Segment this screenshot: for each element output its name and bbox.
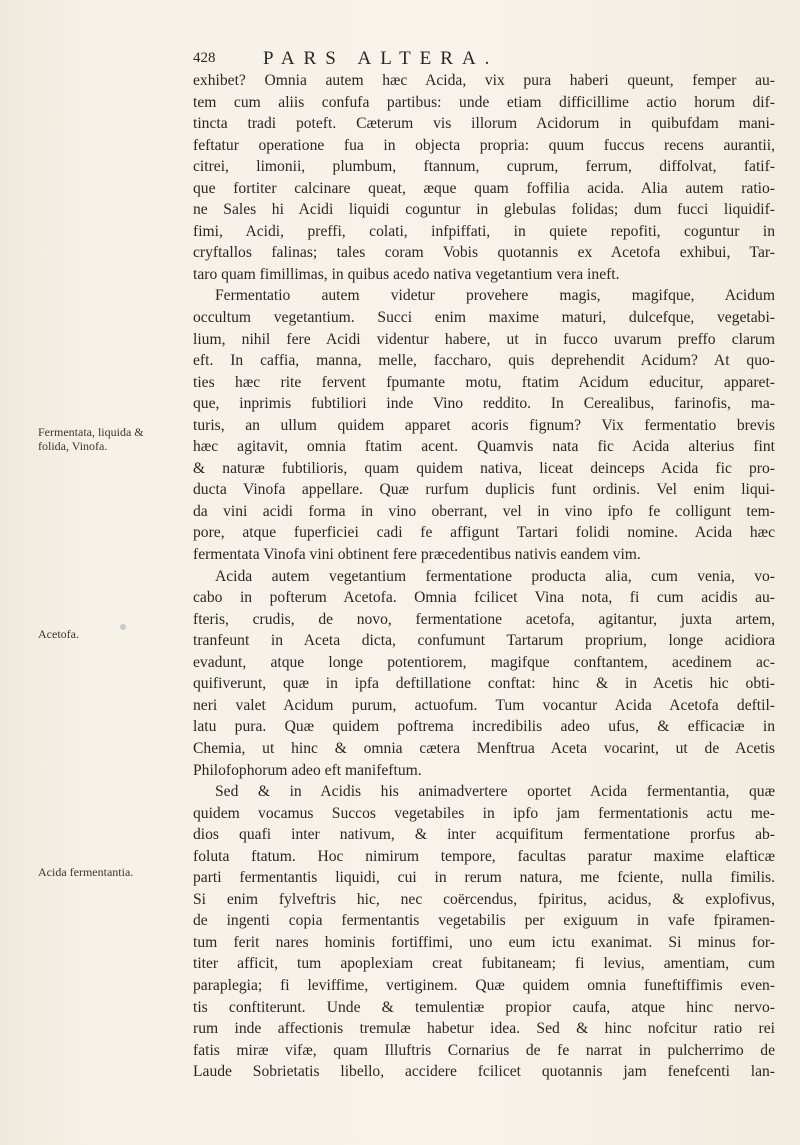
text-line: exhibet? Omnia autem hæc Acida, vix pura haberi queunt, femper au- [193, 72, 775, 89]
text-line: & naturæ fubtilioris, quam quidem nativa, liceat deinceps Acida fic pro- [193, 459, 775, 477]
text-line: de ingenti copia fermentantis vegetabilis per exiguum in vafe fpiramen- [193, 912, 775, 930]
text-line: cryftallos falinas; tales coram Vobis quotannis ex Acetofa exhibui, Tar- [193, 244, 775, 262]
text-line: turis, an ullum quidem apparet acoris fignum? Vix fermentatio brevis [193, 416, 775, 434]
text-line: ne Sales hi Acidi liquidi coguntur in glebulas folidas; dum fucci liquidif- [193, 201, 775, 219]
text-line: fermentata Vinofa vini obtinent fere præcedentibus nativis eandem vim. [193, 546, 641, 564]
text-line: Philofophorum adeo eft manifeftum. [193, 761, 422, 779]
text-line: occultum vegetantium. Succi enim maxime maturi, dulcefque, vegetabi- [193, 309, 775, 327]
text-line: Fermentatio autem videtur provehere magis, magifque, Acidum [215, 287, 775, 305]
text-line: paraplegia; fi leviffime, vertiginem. Quæ quidem omnia funeftiffimis even- [193, 976, 775, 994]
paragraph-1 [193, 70, 775, 285]
text-line: citrei, limonii, plumbum, ftannum, cuprum, ferrum, diffolvat, fatif- [193, 158, 775, 176]
text-line: tem cum aliis confufa partibus: unde etiam difficillime actio horum dif- [193, 93, 775, 111]
text-line: fatis miræ vifæ, quam Illuftris Cornarius de fe narrat in pulcherrimo de [193, 1041, 775, 1059]
text-line: feftatur operatione fua in objecta propria: quum fuccus recens aurantii, [193, 136, 775, 154]
text-line: titer afficit, tum apoplexiam creat fubitaneam; fi levius, amentiam, cum [193, 955, 775, 973]
text-line: taro quam fimillimas, in quibus acedo nativa vegetantium vera ineft. [193, 265, 620, 283]
text-line: da vini acidi forma in vino oberrant, vel in vino ipfo fe colligunt tem- [193, 502, 775, 520]
margin-note-acida-fermentantia: Acida fermentantia. [38, 865, 134, 879]
text-line: que fortiter calcinare queat, æque quam foffilia acida. Alia autem ratio- [193, 179, 775, 197]
text-line: Acida autem vegetantium fermentatione producta alia, cum venia, vo- [215, 567, 775, 585]
text-line: tis conftiterunt. Unde & temulentiæ propior caufa, atque hinc nervo- [193, 998, 775, 1016]
text-line: lium, nihil fere Acidi videntur habere, ut in fucco uvarum preffo clarum [193, 330, 775, 348]
text-line: Chemia, ut hinc & omnia cætera Menftrua Aceta vocarint, ut de Acetis [193, 739, 775, 757]
text-line: ducta Vinofa appellare. Quæ rurfum duplicis funt ordinis. Vel enim liqui- [193, 481, 775, 499]
text-line: pore, atque fuperficiei cadi fe affigunt Tartari folidi nomine. Acida hæc [193, 524, 775, 542]
text-line: fteris, crudis, de novo, fermentatione acetofa, agitantur, juxta artem, [193, 610, 775, 628]
text-line: quifiverunt, quæ in ipfa deftillatione conftat: hinc & in Acetis hic obti- [193, 675, 775, 693]
text-line: cabo in pofterum Acetofa. Omnia fcilicet Vina nota, fi cum acidis au- [193, 589, 775, 607]
text-line: quidem vocamus Succos vegetabiles in ipfo jam fermentationis actu me- [193, 804, 775, 822]
text-line: latu pura. Quæ quidem poftrema incredibilis adeo ufus, & efficaciæ in [193, 718, 775, 736]
text-line: tum ferit nares hominis fortiffimi, uno eum ictu exanimat. Si minus for- [193, 933, 775, 951]
text-line: que, inprimis fubtiliori inde Vino reddito. In Cerealibus, farinofis, ma- [193, 395, 775, 413]
text-line: eft. In caffia, manna, melle, faccharo, quis deprehendit Acidum? At quo- [193, 352, 775, 370]
text-line: Si enim fylveftris hic, nec coërcendus, fpiritus, acidus, & explofivus, [193, 890, 775, 908]
text-line: parti fermentantis liquidi, cui in rerum natura, me fciente, nulla fimilis. [193, 869, 775, 887]
text-line: dios quafi inter nativum, & inter acquifitum fermentatione prorfus ab- [193, 826, 775, 844]
margin-note-acetofa: Acetofa. [38, 627, 79, 641]
text-line: foluta ftatum. Hoc nimirum tempore, facultas paratur maxime elafticæ [193, 847, 775, 865]
text-line: hæc agitavit, omnia ftatim acent. Quamvis nata fic Acida alterius fint [193, 438, 775, 456]
ink-smudge [120, 624, 126, 630]
page-number: 428 [193, 50, 216, 66]
text-line: evadunt, atque longe potentiorem, magifque conftantem, acedinem ac- [193, 653, 775, 671]
text-line: ties hæc rite fervent fpumante motu, ftatim Acidum educitur, apparet- [193, 373, 775, 391]
text-line: tincta tradi poteft. Cæterum vis illorum Acidorum in quibufdam mani- [193, 115, 775, 133]
text-line: Sed & in Acidis his animadvertere oportet Acida fermentantia, quæ [215, 783, 775, 801]
margin-note-fermentata: Fermentata, liquida & folida, Vinofa. [38, 425, 144, 453]
running-head: PARS ALTERA. [263, 48, 499, 69]
paragraph-3 [193, 566, 775, 781]
text-line: rum inde affectionis tremulæ habetur idea. Sed & hinc nofcitur ratio rei [193, 1020, 775, 1038]
body-text [193, 70, 775, 1083]
paragraph-2 [193, 285, 775, 565]
paragraph-4 [193, 781, 775, 1083]
text-line: tranfeunt in Aceta dicta, confumunt Tartarum proprium, longe acidiora [193, 632, 775, 650]
text-line: neri valet Acidum purum, actuofum. Tum vocantur Acida Acetofa deftil- [193, 696, 775, 714]
text-line: Laude Sobrietatis libello, accidere fcilicet quotannis jam fenefcenti lan- [193, 1063, 775, 1081]
text-line: fimi, Acidi, preffi, colati, infpiffati, in quiete repofiti, coguntur in [193, 222, 775, 240]
